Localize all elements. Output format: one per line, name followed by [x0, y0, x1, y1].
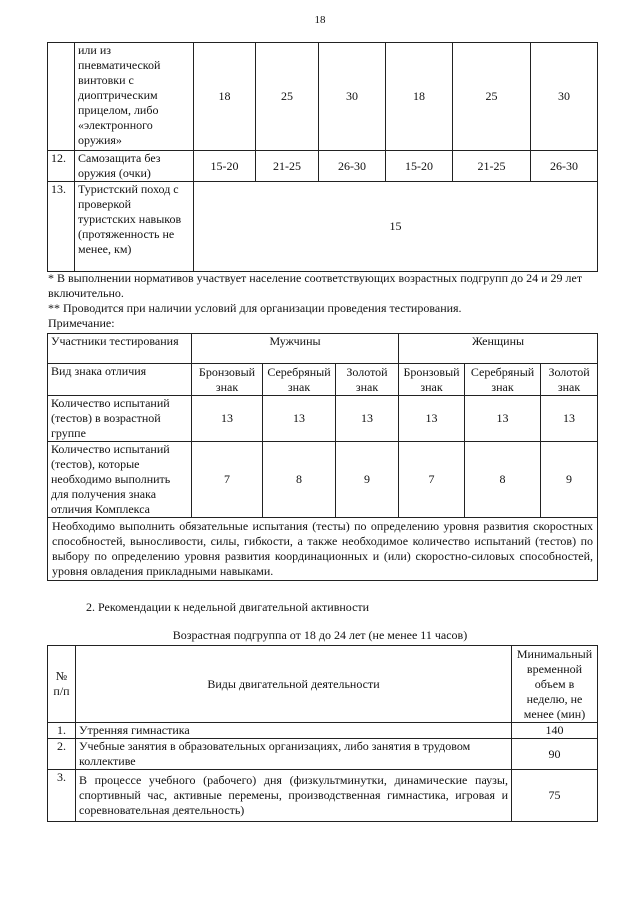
- row-number: 12.: [48, 151, 75, 182]
- value-cell: 15-20: [386, 151, 453, 182]
- value-cell: 13: [465, 396, 541, 442]
- value-cell: 15-20: [194, 151, 256, 182]
- value-cell: 9: [541, 442, 598, 518]
- row-number: [48, 43, 75, 151]
- row-number: 3.: [48, 770, 76, 822]
- minutes-value: 140: [512, 723, 598, 739]
- table-row: [48, 770, 598, 822]
- badge-table: [47, 333, 598, 581]
- value-cell: 26-30: [531, 151, 598, 182]
- row-number: 2.: [48, 739, 76, 770]
- merged-value-cell: 15: [194, 182, 598, 272]
- note-label: Примечание:: [48, 316, 115, 330]
- test-name: Самозащита без оружия (очки): [75, 151, 194, 182]
- test-name: или из пневматической винтовки с диоптрическим прицелом, либо «электронного оружия»: [75, 43, 194, 151]
- activity-table: [47, 645, 598, 822]
- women-header: Женщины: [399, 334, 598, 364]
- value-cell: 7: [399, 442, 465, 518]
- value-cell: 18: [194, 43, 256, 151]
- minutes-header: Минимальный временной объем в неделю, не менее (мин): [512, 646, 598, 723]
- value-cell: 26-30: [319, 151, 386, 182]
- value-cell: 30: [531, 43, 598, 151]
- table-row: [48, 739, 598, 770]
- value-cell: 13: [399, 396, 465, 442]
- value-cell: 13: [263, 396, 336, 442]
- activity-name: В процессе учебного (рабочего) дня (физкультминутки, динамические паузы, спортивный час, активные перемены, производственная гимнастика, игровая и соревновательная деятельность): [76, 770, 512, 822]
- badge-header: Серебряный знак: [465, 364, 541, 396]
- badge-header: Серебряный знак: [263, 364, 336, 396]
- badge-header: Золотой знак: [541, 364, 598, 396]
- activity-header: Виды двигательной деятельности: [76, 646, 512, 723]
- badge-type-label: Вид знака отличия: [48, 364, 192, 396]
- page-number: 18: [314, 14, 326, 26]
- table-row: [48, 723, 598, 739]
- minutes-value: 90: [512, 739, 598, 770]
- men-header: Мужчины: [192, 334, 399, 364]
- participants-label: Участники тестирования: [48, 334, 192, 364]
- row-label: Количество испытаний (тестов) в возрастной группе: [48, 396, 192, 442]
- table-row: [48, 43, 598, 151]
- test-name: Туристский поход с проверкой туристских навыков (протяженность не менее, км): [75, 182, 194, 272]
- value-cell: 25: [453, 43, 531, 151]
- value-cell: 8: [263, 442, 336, 518]
- section-subheading: Возрастная подгруппа от 18 до 24 лет (не менее 11 часов): [172, 628, 468, 642]
- badge-header: Бронзовый знак: [192, 364, 263, 396]
- value-cell: 8: [465, 442, 541, 518]
- value-cell: 18: [386, 43, 453, 151]
- row-label: Количество испытаний (тестов), которые необходимо выполнить для получения знака отличия Комплекса: [48, 442, 192, 518]
- norms-table: [47, 42, 598, 272]
- row-number: 13.: [48, 182, 75, 272]
- activity-name: Учебные занятия в образовательных организациях, либо занятия в трудовом коллективе: [76, 739, 512, 770]
- value-cell: 21-25: [256, 151, 319, 182]
- table-row: [48, 182, 598, 272]
- activity-name: Утренняя гимнастика: [76, 723, 512, 739]
- badge-note: Необходимо выполнить обязательные испытания (тесты) по определению уровня развития скоростных способностей, выносливости, силы, гибкости, а также необходимое количество испытаний (тестов) по выбору по определению уровня развития координационных и (или) скоростно-силовых способностей, уровня овладения прикладными навыками.: [48, 518, 598, 581]
- badge-header: Бронзовый знак: [399, 364, 465, 396]
- value-cell: 13: [336, 396, 399, 442]
- value-cell: 9: [336, 442, 399, 518]
- section-heading: 2. Рекомендации к недельной двигательной активности: [86, 600, 370, 614]
- badge-header: Золотой знак: [336, 364, 399, 396]
- value-cell: 25: [256, 43, 319, 151]
- minutes-value: 75: [512, 770, 598, 822]
- footnote-1: * В выполнении нормативов участвует население соответствующих возрастных подгрупп до 24 и 29 лет включительно.: [48, 271, 583, 300]
- num-header: № п/п: [48, 646, 76, 723]
- value-cell: 13: [192, 396, 263, 442]
- value-cell: 13: [541, 396, 598, 442]
- value-cell: 7: [192, 442, 263, 518]
- value-cell: 21-25: [453, 151, 531, 182]
- table-row: [48, 151, 598, 182]
- value-cell: 30: [319, 43, 386, 151]
- row-number: 1.: [48, 723, 76, 739]
- footnote-2: ** Проводится при наличии условий для организации проведения тестирования.: [48, 301, 462, 315]
